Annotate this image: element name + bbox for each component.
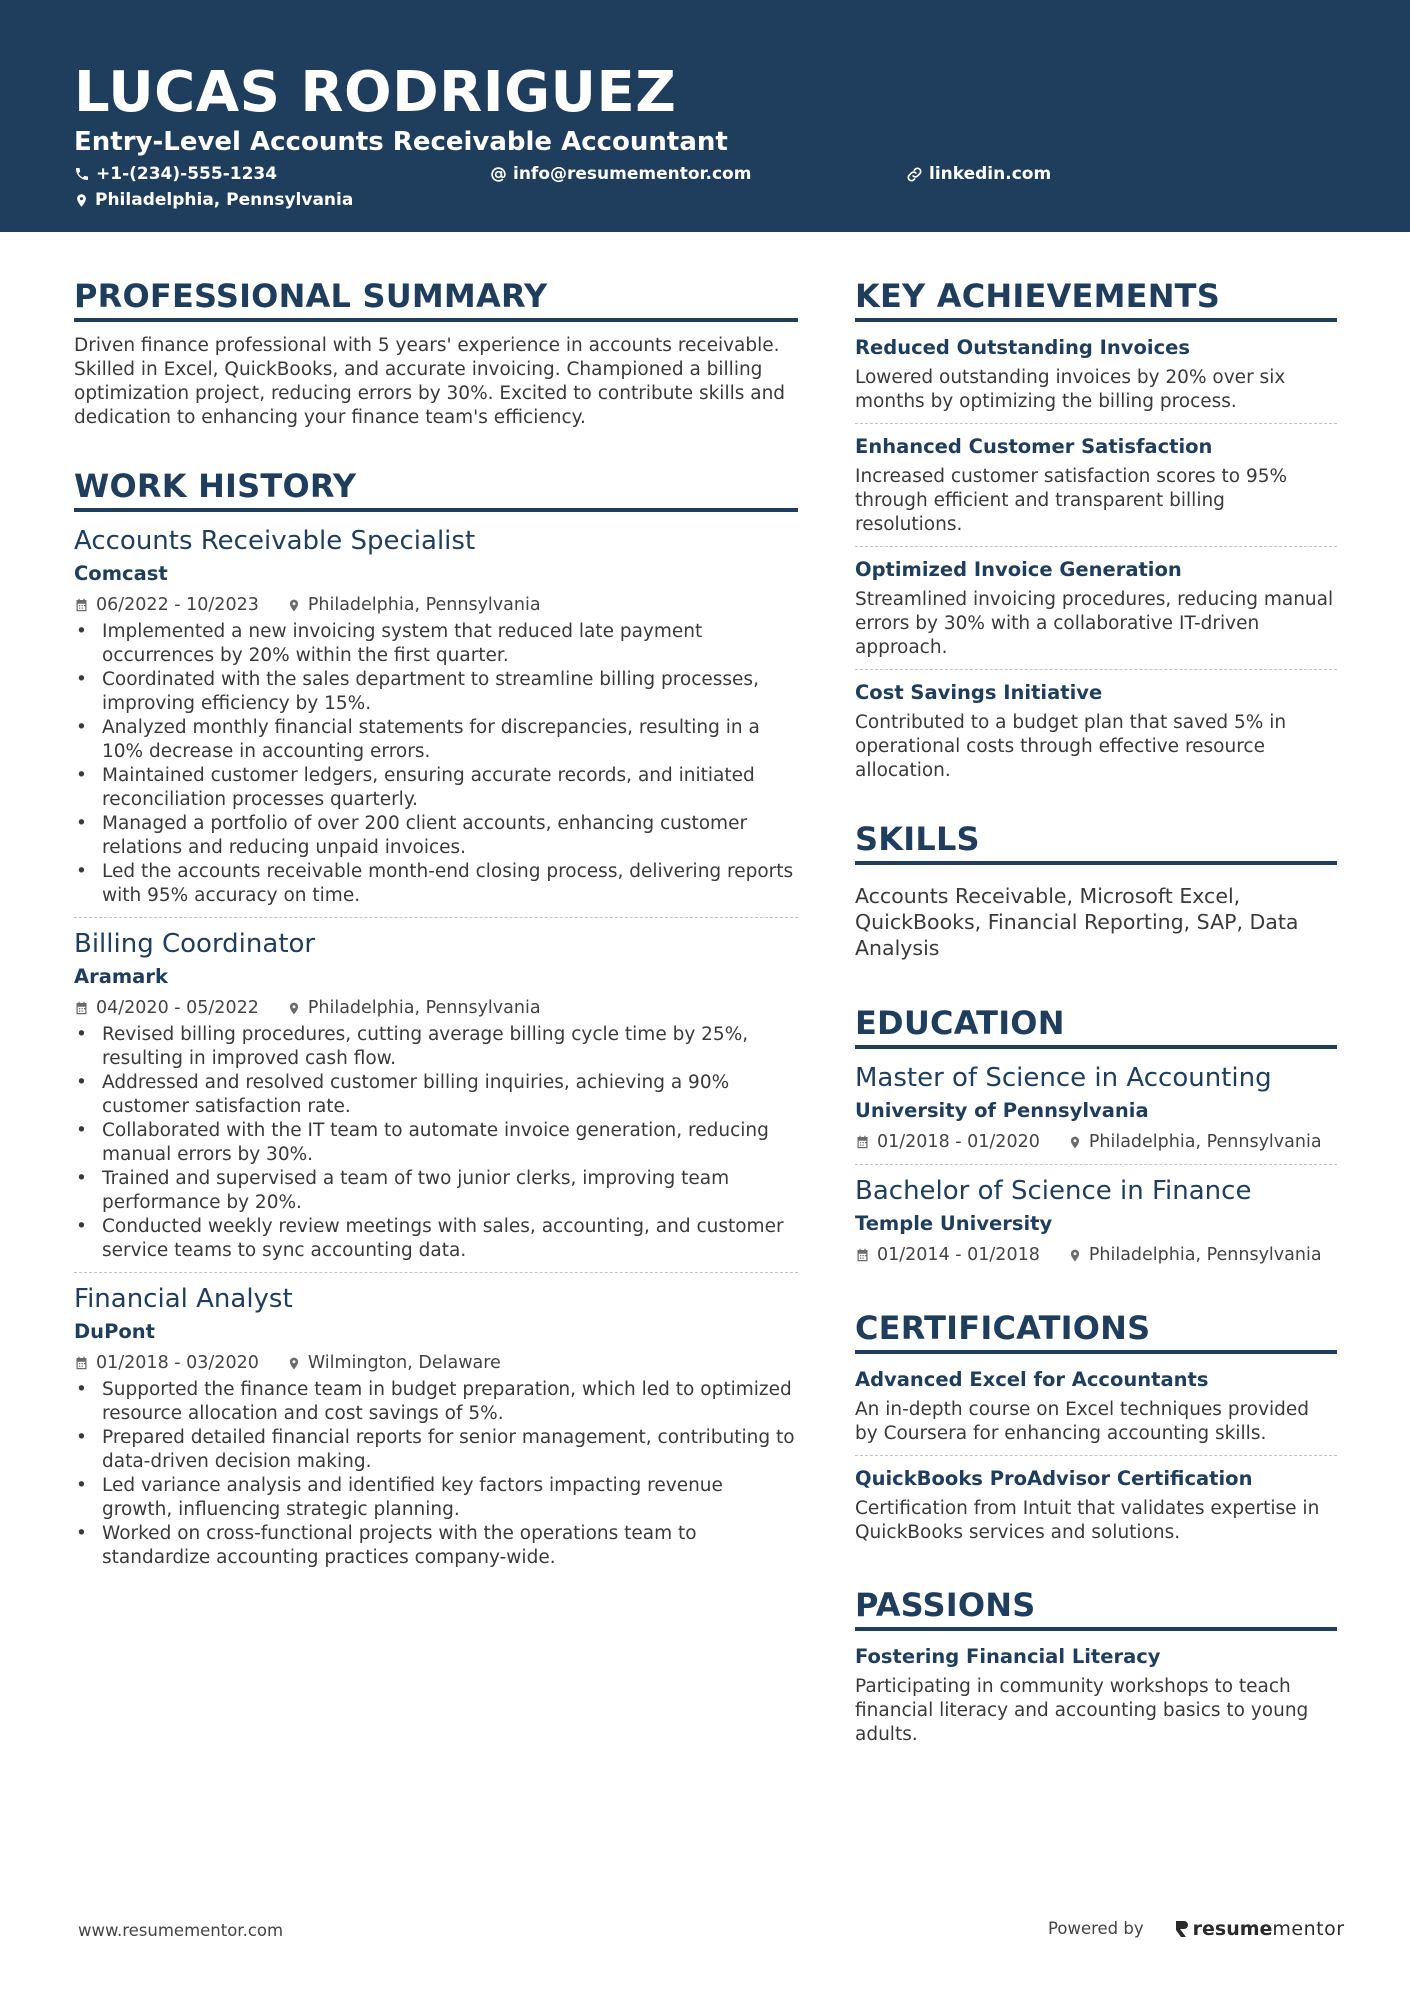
candidate-title: Entry-Level Accounts Receivable Accountant — [74, 127, 728, 157]
achievement-desc: Increased customer satisfaction scores to 95% through efficient and transparent billing resolutions. — [855, 466, 1288, 535]
right-column — [855, 276, 1337, 1747]
email-text: info@resumementor.com — [513, 164, 752, 184]
location-pin-icon — [74, 192, 89, 209]
bullet-item: • Maintained customer ledgers, ensuring accurate records, and initiated reconciliation processes quarterly. — [74, 764, 798, 812]
education-dates: 01/2018 - 01/2020 — [877, 1132, 1040, 1152]
location-pin-icon — [1068, 1134, 1082, 1151]
school-name: University of Pennsylvania — [855, 1099, 1149, 1122]
divider — [855, 423, 1337, 424]
job-title: Billing Coordinator — [74, 929, 316, 959]
passions-heading: PASSIONS — [855, 1585, 1337, 1631]
achievement-desc: Lowered outstanding invoices by 20% over six months by optimizing the billing process. — [855, 367, 1286, 412]
job-location: Wilmington, Delaware — [307, 1353, 501, 1373]
footer-powered-by — [1048, 1916, 1345, 1942]
job-location: Philadelphia, Pennsylvania — [307, 595, 541, 615]
achievements-section — [855, 276, 1337, 783]
job-meta — [74, 592, 798, 618]
brand-name-bold: resume — [1192, 1918, 1273, 1940]
skills-heading: SKILLS — [855, 819, 1337, 865]
passions-section — [855, 1585, 1337, 1747]
bullet-item: • Collaborated with the IT team to automate invoice generation, reducing manual errors by 30%. — [74, 1119, 798, 1167]
resumementor-logo-icon — [1174, 1919, 1190, 1939]
bullet-item: • Managed a portfolio of over 200 client accounts, enhancing customer relations and reducing unpaid invoices. — [74, 812, 798, 860]
company-name: Comcast — [74, 562, 168, 585]
calendar-icon — [74, 1355, 89, 1371]
achievement-item — [855, 334, 1337, 414]
bullet-item: • Worked on cross-functional projects with the operations team to standardize accounting practices company-wide. — [74, 1522, 798, 1570]
brand-name-light: mentor — [1272, 1918, 1345, 1940]
contact-phone[interactable] — [74, 163, 277, 185]
location-pin-icon — [287, 597, 301, 614]
bullet-item: • Revised billing procedures, cutting average billing cycle time by 25%, resulting in improved cash flow. — [74, 1023, 798, 1071]
resume-header — [0, 0, 1410, 232]
candidate-name: LUCAS RODRIGUEZ — [74, 60, 677, 125]
divider — [74, 1272, 798, 1273]
bullet-item: • Led variance analysis and identified key factors impacting revenue growth, influencing strategic planning. — [74, 1474, 798, 1522]
education-section — [855, 1003, 1337, 1268]
left-column — [74, 276, 798, 1570]
achievement-item — [855, 679, 1337, 783]
calendar-icon — [855, 1247, 870, 1263]
at-icon — [490, 166, 507, 183]
divider — [855, 1164, 1337, 1165]
certification-title: Advanced Excel for Accountants — [855, 1368, 1209, 1391]
achievement-desc: Streamlined invoicing procedures, reducing manual errors by 30% with a collaborative IT-driven approach. — [855, 589, 1334, 658]
education-meta — [855, 1129, 1337, 1155]
achievement-title: Reduced Outstanding Invoices — [855, 336, 1190, 359]
phone-icon — [74, 166, 90, 182]
skills-list: Accounts Receivable, Microsoft Excel, QuickBooks, Financial Reporting, SAP, Data Analysis — [855, 884, 1299, 960]
degree-title: Master of Science in Accounting — [855, 1063, 1272, 1093]
job-bullets — [74, 1023, 798, 1263]
footer-website[interactable]: www.resumementor.com — [78, 1921, 284, 1940]
summary-heading: PROFESSIONAL SUMMARY — [74, 276, 798, 322]
achievements-heading: KEY ACHIEVEMENTS — [855, 276, 1337, 322]
job-meta — [74, 1350, 798, 1376]
education-location: Philadelphia, Pennsylvania — [1088, 1132, 1322, 1152]
summary-text: Driven finance professional with 5 years' experience in accounts receivable. Skilled in Excel, QuickBooks, and accurate invoicing. Championed a billing optimization project, reducing errors by 30%. Excited to contribute skills and dedication to enhancing your finance team's efficiency. — [74, 335, 786, 428]
bullet-item: • Prepared detailed financial reports for senior management, contributing to data-driven decision making. — [74, 1426, 798, 1474]
job-dates: 01/2018 - 03/2020 — [96, 1353, 259, 1373]
job-bullets — [74, 1378, 798, 1570]
job-location: Philadelphia, Pennsylvania — [307, 998, 541, 1018]
achievement-title: Enhanced Customer Satisfaction — [855, 435, 1213, 458]
job-dates: 06/2022 - 10/2023 — [96, 595, 259, 615]
phone-text: +1-(234)-555-1234 — [96, 164, 278, 184]
calendar-icon — [855, 1134, 870, 1150]
powered-by-label: Powered by — [1048, 1919, 1144, 1938]
certifications-section — [855, 1308, 1337, 1545]
education-item — [855, 1174, 1337, 1268]
achievement-title: Optimized Invoice Generation — [855, 558, 1182, 581]
link-icon — [906, 166, 923, 183]
divider — [855, 546, 1337, 547]
work-history-heading: WORK HISTORY — [74, 466, 798, 512]
certification-desc: An in-depth course on Excel techniques provided by Coursera for enhancing accounting skills. — [855, 1399, 1310, 1444]
bullet-item: • Coordinated with the sales department to streamline billing processes, improving efficiency by 15%. — [74, 668, 798, 716]
certification-item — [855, 1366, 1337, 1446]
divider — [855, 669, 1337, 670]
passion-title: Fostering Financial Literacy — [855, 1645, 1161, 1668]
job-title: Accounts Receivable Specialist — [74, 526, 476, 556]
achievement-item — [855, 556, 1337, 660]
degree-title: Bachelor of Science in Finance — [855, 1176, 1252, 1206]
job-bullets — [74, 620, 798, 908]
bullet-item: • Conducted weekly review meetings with sales, accounting, and customer service teams to sync accounting data. — [74, 1215, 798, 1263]
brand-logo[interactable] — [1174, 1916, 1345, 1942]
bullet-item: • Trained and supervised a team of two junior clerks, improving team performance by 20%. — [74, 1167, 798, 1215]
contact-location — [74, 189, 353, 211]
certification-title: QuickBooks ProAdvisor Certification — [855, 1467, 1253, 1490]
achievement-desc: Contributed to a budget plan that saved 5% in operational costs through effective resource allocation. — [855, 712, 1287, 781]
education-item — [855, 1061, 1337, 1155]
work-history-section — [74, 466, 798, 1570]
bullet-item: • Implemented a new invoicing system that reduced late payment occurrences by 20% within the first quarter. — [74, 620, 798, 668]
company-name: Aramark — [74, 965, 168, 988]
location-text: Philadelphia, Pennsylvania — [95, 190, 354, 210]
linkedin-text: linkedin.com — [929, 164, 1052, 184]
contact-email[interactable] — [490, 163, 751, 185]
job-meta — [74, 995, 798, 1021]
job-entry — [74, 927, 798, 1263]
location-pin-icon — [287, 1000, 301, 1017]
bullet-item: • Led the accounts receivable month-end closing process, delivering reports with 95% accuracy on time. — [74, 860, 798, 908]
passion-desc: Participating in community workshops to teach financial literacy and accounting basics to young adults. — [855, 1676, 1309, 1745]
bullet-item: • Analyzed monthly financial statements for discrepancies, resulting in a 10% decrease in accounting errors. — [74, 716, 798, 764]
education-heading: EDUCATION — [855, 1003, 1337, 1049]
skills-section — [855, 819, 1337, 961]
achievement-title: Cost Savings Initiative — [855, 681, 1103, 704]
company-name: DuPont — [74, 1320, 155, 1343]
bullet-item: • Addressed and resolved customer billing inquiries, achieving a 90% customer satisfaction rate. — [74, 1071, 798, 1119]
job-dates: 04/2020 - 05/2022 — [96, 998, 259, 1018]
location-pin-icon — [1068, 1247, 1082, 1264]
job-title: Financial Analyst — [74, 1284, 293, 1314]
education-meta — [855, 1242, 1337, 1268]
certification-item — [855, 1465, 1337, 1545]
divider — [855, 1455, 1337, 1456]
school-name: Temple University — [855, 1212, 1053, 1235]
calendar-icon — [74, 1000, 89, 1016]
certifications-heading: CERTIFICATIONS — [855, 1308, 1337, 1354]
certification-desc: Certification from Intuit that validates expertise in QuickBooks services and solutions. — [855, 1498, 1320, 1543]
passion-item — [855, 1643, 1337, 1747]
contact-linkedin[interactable] — [906, 163, 1051, 185]
job-entry — [74, 1282, 798, 1570]
education-location: Philadelphia, Pennsylvania — [1088, 1245, 1322, 1265]
bullet-item: • Supported the finance team in budget preparation, which led to optimized resource allocation and cost savings of 5%. — [74, 1378, 798, 1426]
achievement-item — [855, 433, 1337, 537]
location-pin-icon — [287, 1355, 301, 1372]
education-dates: 01/2014 - 01/2018 — [877, 1245, 1040, 1265]
summary-section — [74, 276, 798, 430]
calendar-icon — [74, 597, 89, 613]
divider — [74, 917, 798, 918]
job-entry — [74, 524, 798, 908]
